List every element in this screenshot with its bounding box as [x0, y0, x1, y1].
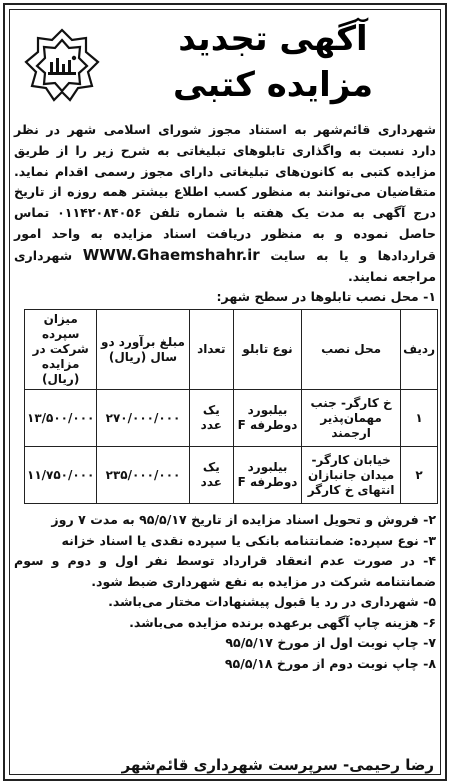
table-row [25, 447, 438, 504]
emblem-svg [22, 26, 102, 106]
section-1-heading: ۱- محل نصب تابلوها در سطح شهر: [216, 289, 436, 305]
condition-item: ۵- شهرداری در رد یا قبول پیشنهادات مختار می‌باشد. [108, 594, 436, 610]
cell-deposit: ۱۱/۷۵۰/۰۰۰ [25, 447, 97, 504]
header-estimated-price: مبلغ برآورد دو سال (ریال) [97, 310, 189, 390]
cell-location: خ کارگر- جنب مهمان‌پذیر ارجمند [302, 390, 401, 447]
cell-billboard-type: بیلبورد دوطرفه F [233, 447, 301, 504]
header-count: تعداد [189, 310, 233, 390]
table-row [25, 390, 438, 447]
website-link[interactable]: WWW.Ghaemshahr.ir [82, 245, 260, 264]
cell-row-number: ۱ [401, 390, 438, 447]
cell-row-number: ۲ [401, 447, 438, 504]
condition-item: ۸- چاپ نوبت دوم از مورخ ۹۵/۵/۱۸ [224, 655, 436, 671]
title-line-1: آگهی تجدید [178, 19, 368, 59]
table-header-row [25, 310, 438, 390]
cell-count: یک عدد [189, 390, 233, 447]
cell-location: خیابان کارگر- میدان جانبازان انتهای خ کارگر [302, 447, 401, 504]
condition-item: ۲- فروش و تحویل اسناد مزایده از تاریخ ۹۵/۵/۱۷ به مدت ۷ روز [51, 512, 436, 528]
cell-estimated-price: ۲۷۰/۰۰۰/۰۰۰ [97, 390, 189, 447]
billboard-table [24, 309, 438, 504]
intro-paragraph [14, 120, 436, 287]
header-location: محل نصب [302, 310, 401, 390]
cell-estimated-price: ۲۳۵/۰۰۰/۰۰۰ [97, 447, 189, 504]
condition-item: ۶- هزینه چاپ آگهی برعهده برنده مزایده می‌باشد. [129, 614, 436, 630]
cell-deposit: ۱۳/۵۰۰/۰۰۰ [25, 390, 97, 447]
notice-title [118, 16, 428, 108]
municipality-emblem-icon [22, 26, 102, 106]
notice-header [10, 10, 440, 118]
cell-count: یک عدد [189, 447, 233, 504]
header-deposit: میزان سپرده شرکت در مزایده (ریال) [25, 310, 97, 390]
condition-item: ۷- چاپ نوبت اول از مورخ ۹۵/۵/۱۷ [225, 635, 436, 651]
title-line-2: مزایده کتبی [172, 65, 374, 105]
condition-item: ۳- نوع سپرده: ضمانتنامه بانکی یا سپرده نقدی یا اسناد خزانه [61, 532, 436, 548]
signature-line: رضا رحیمی- سرپرست شهرداری قائم‌شهر [121, 756, 434, 774]
notice-content [10, 10, 440, 776]
cell-billboard-type: بیلبورد دوطرفه F [233, 390, 301, 447]
condition-item: ۴- در صورت عدم انعقاد قرارداد توسط نفر اول و دوم و سوم ضمانتنامه شرکت در مزایده به نفع شهرداری ضبط شود. [14, 553, 436, 589]
conditions-list [14, 510, 436, 674]
header-row-number: ردیف [401, 310, 438, 390]
intro-text: شهرداری قائم‌شهر به استناد مجوز شورای اسلامی شهر در نظر دارد نسبت به واگذاری تابلوهای تبلیغاتی به شرح زیر را از طریق مزایده کتبی به کانون‌های تبلیغاتی دارای مجوز رسمی اقدام نماید. متقاضیان می‌توانند به منظور کسب اطلاع بیشتر همه روزه از تاریخ درج آگهی به مدت یک هفته با شماره تلفن ۰۱۱۴۲۰۸۴۰۵۶ تماس حاصل نموده و به منظور دریافت اسناد مزایده به واحد امور قراردادها و یا به سایت [14, 122, 437, 263]
header-billboard-type: نوع تابلو [233, 310, 301, 390]
intro-text-end: شهرداری مراجعه نمایند. [14, 247, 436, 284]
